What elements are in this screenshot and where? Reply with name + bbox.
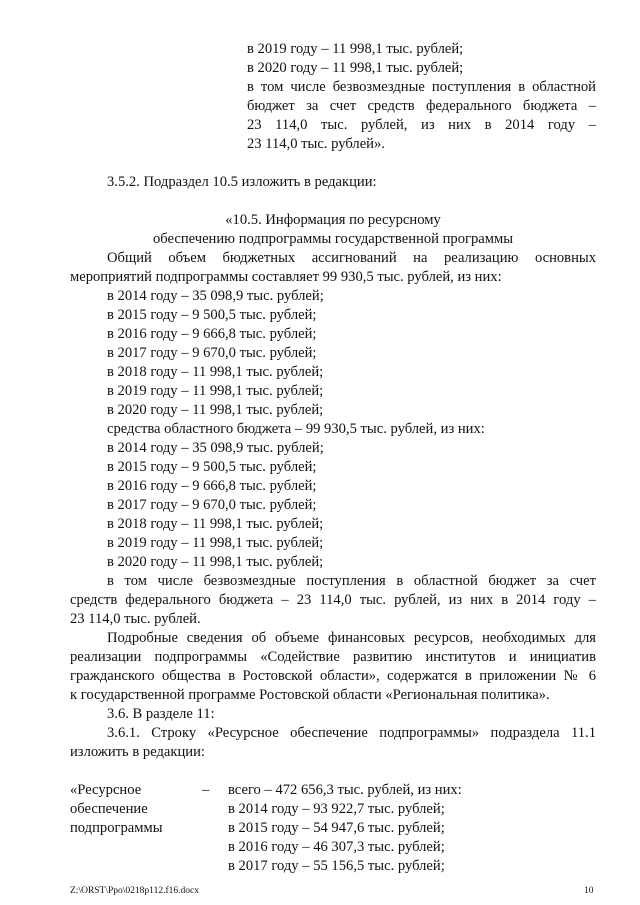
paragraph-line: средств федерального бюджета – 23 114,0 тыс. рублей, из них в 2014 году –: [70, 592, 596, 608]
list-item: в 2019 году – 11 998,1 тыс. рублей;: [107, 535, 324, 551]
table-label: «Ресурсное: [70, 782, 142, 798]
paragraph-line: Общий объем бюджетных ассигнований на реализацию основных: [107, 250, 596, 266]
list-item: в 2016 году – 9 666,8 тыс. рублей;: [107, 326, 317, 342]
paragraph-line: к государственной программе Ростовской области «Региональная политика».: [70, 687, 550, 703]
list-item: в 2018 году – 11 998,1 тыс. рублей;: [107, 364, 324, 380]
paragraph-line: Подробные сведения об объеме финансовых ресурсов, необходимых для: [107, 630, 596, 646]
table-label: обеспечение: [70, 801, 148, 817]
table-value: в 2017 году – 55 156,5 тыс. рублей;: [228, 858, 445, 874]
table-dash: –: [202, 782, 210, 798]
paragraph-line: гражданского общества в Ростовской области», содержатся в приложении № 6: [70, 668, 596, 684]
table-value: в 2016 году – 46 307,3 тыс. рублей;: [228, 839, 445, 855]
list-item: в 2015 году – 9 500,5 тыс. рублей;: [107, 307, 317, 323]
paragraph-line: 23 114,0 тыс. рублей.: [70, 611, 201, 627]
text-line: в том числе безвозмездные поступления в областной: [247, 79, 596, 95]
table-value: в 2014 году – 93 922,7 тыс. рублей;: [228, 801, 445, 817]
list-item: в 2014 году – 35 098,9 тыс. рублей;: [107, 440, 324, 456]
section-heading: 3.6. В разделе 11:: [107, 706, 215, 722]
paragraph-line: в том числе безвозмездные поступления в областной бюджет за счет: [107, 573, 596, 589]
page-number: 10: [584, 886, 594, 896]
text-line: в 2020 году – 11 998,1 тыс. рублей;: [247, 60, 464, 76]
text-line: в 2019 году – 11 998,1 тыс. рублей;: [247, 41, 464, 57]
paragraph-line: изложить в редакции:: [70, 744, 205, 760]
list-item: в 2020 году – 11 998,1 тыс. рублей;: [107, 402, 324, 418]
section-heading: 3.5.2. Подраздел 10.5 изложить в редакции:: [107, 174, 377, 190]
list-item: в 2015 году – 9 500,5 тыс. рублей;: [107, 459, 317, 475]
text-line: бюджет за счет средств федерального бюджета –: [247, 98, 596, 114]
table-value: в 2015 году – 54 947,6 тыс. рублей;: [228, 820, 445, 836]
table-value: всего – 472 656,3 тыс. рублей, из них:: [228, 782, 462, 798]
paragraph-line: реализации подпрограммы «Содействие развитию институтов и инициатив: [70, 649, 596, 665]
paragraph-line: мероприятий подпрограммы составляет 99 930,5 тыс. рублей, из них:: [70, 269, 502, 285]
list-item: в 2020 году – 11 998,1 тыс. рублей;: [107, 554, 324, 570]
table-label: подпрограммы: [70, 820, 163, 836]
subsection-title: «10.5. Информация по ресурсному: [225, 212, 441, 228]
list-item: в 2016 году – 9 666,8 тыс. рублей;: [107, 478, 317, 494]
text-line: 23 114,0 тыс. рублей, из них в 2014 году –: [247, 117, 596, 133]
list-item: в 2014 году – 35 098,9 тыс. рублей;: [107, 288, 324, 304]
list-item: в 2019 году – 11 998,1 тыс. рублей;: [107, 383, 324, 399]
file-path-footer: Z:\ORST\Ppo\0218p112.f16.docx: [70, 886, 199, 896]
list-item: в 2018 году – 11 998,1 тыс. рублей;: [107, 516, 324, 532]
list-item: в 2017 году – 9 670,0 тыс. рублей;: [107, 345, 317, 361]
paragraph-line: средства областного бюджета – 99 930,5 тыс. рублей, из них:: [107, 421, 485, 437]
text-line: 23 114,0 тыс. рублей».: [247, 136, 385, 152]
paragraph-line: 3.6.1. Строку «Ресурсное обеспечение подпрограммы» подраздела 11.1: [107, 725, 596, 741]
subsection-title: обеспечению подпрограммы государственной программы: [152, 231, 514, 247]
list-item: в 2017 году – 9 670,0 тыс. рублей;: [107, 497, 317, 513]
